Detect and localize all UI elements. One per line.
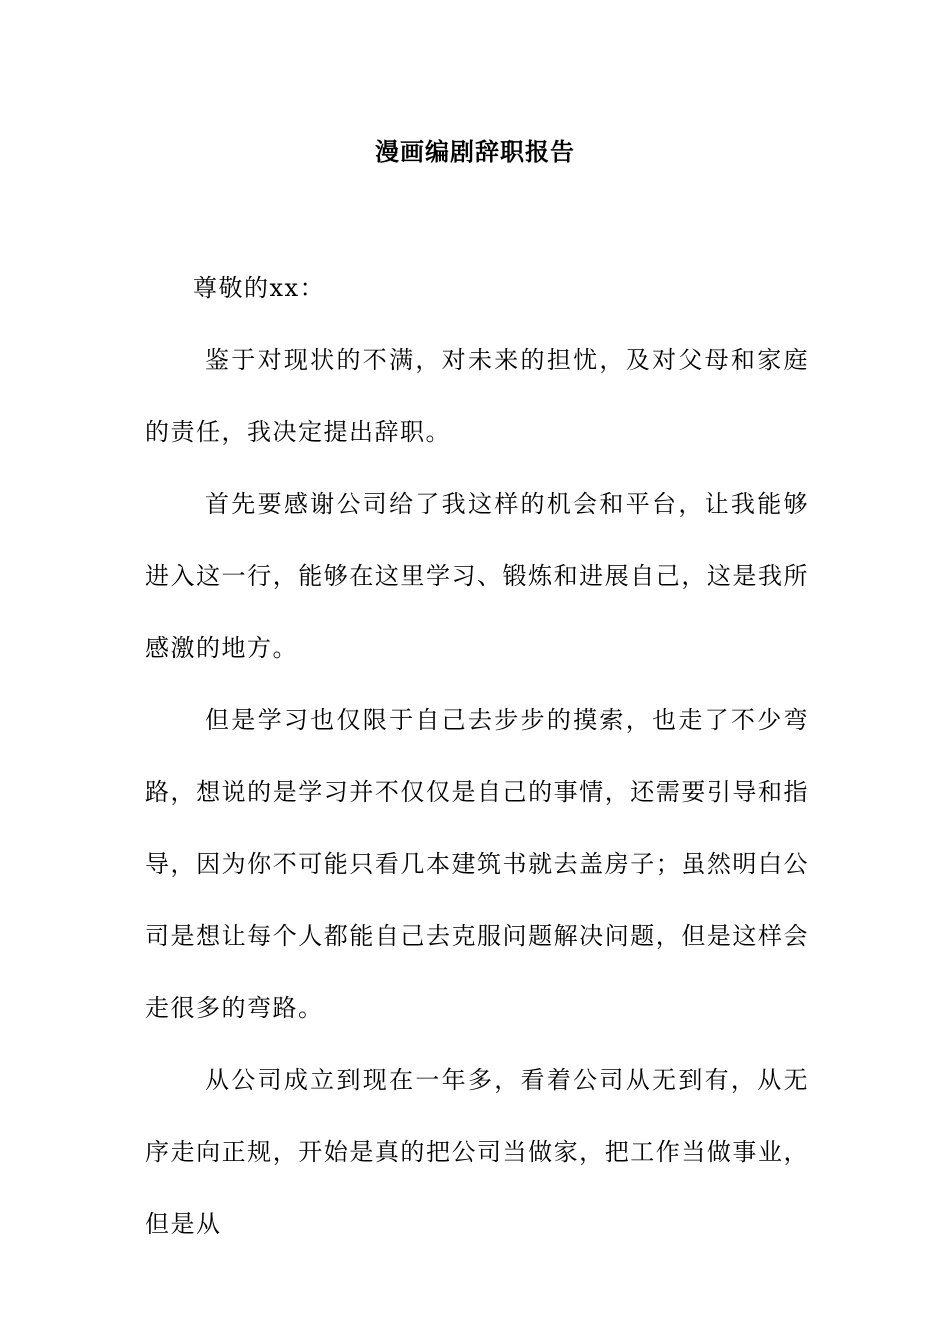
document-body [145,252,809,1260]
paragraph: 从公司成立到现在一年多，看着公司从无到有，从无序走向正规，开始是真的把公司当做家，把工作当做事业，但是从 [145,1066,809,1238]
document-title: 漫画编剧辞职报告 [375,138,575,166]
paragraph: 鉴于对现状的不满，对未来的担忧，及对父母和家庭的责任，我决定提出辞职。 [145,346,809,446]
paragraph: 但是学习也仅限于自己去步步的摸索，也走了不少弯路，想说的是学习并不仅仅是自己的事情，还需要引导和指导，因为你不可能只看几本建筑书就去盖房子；虽然明白公司是想让每个人都能自己去克服问题解决问题，但是这样会走很多的弯路。 [145,706,809,1022]
paragraph: 首先要感谢公司给了我这样的机会和平台，让我能够进入这一行，能够在这里学习、锻炼和进展自己，这是我所感激的地方。 [145,490,809,662]
salutation: 尊敬的xx： [193,274,326,302]
